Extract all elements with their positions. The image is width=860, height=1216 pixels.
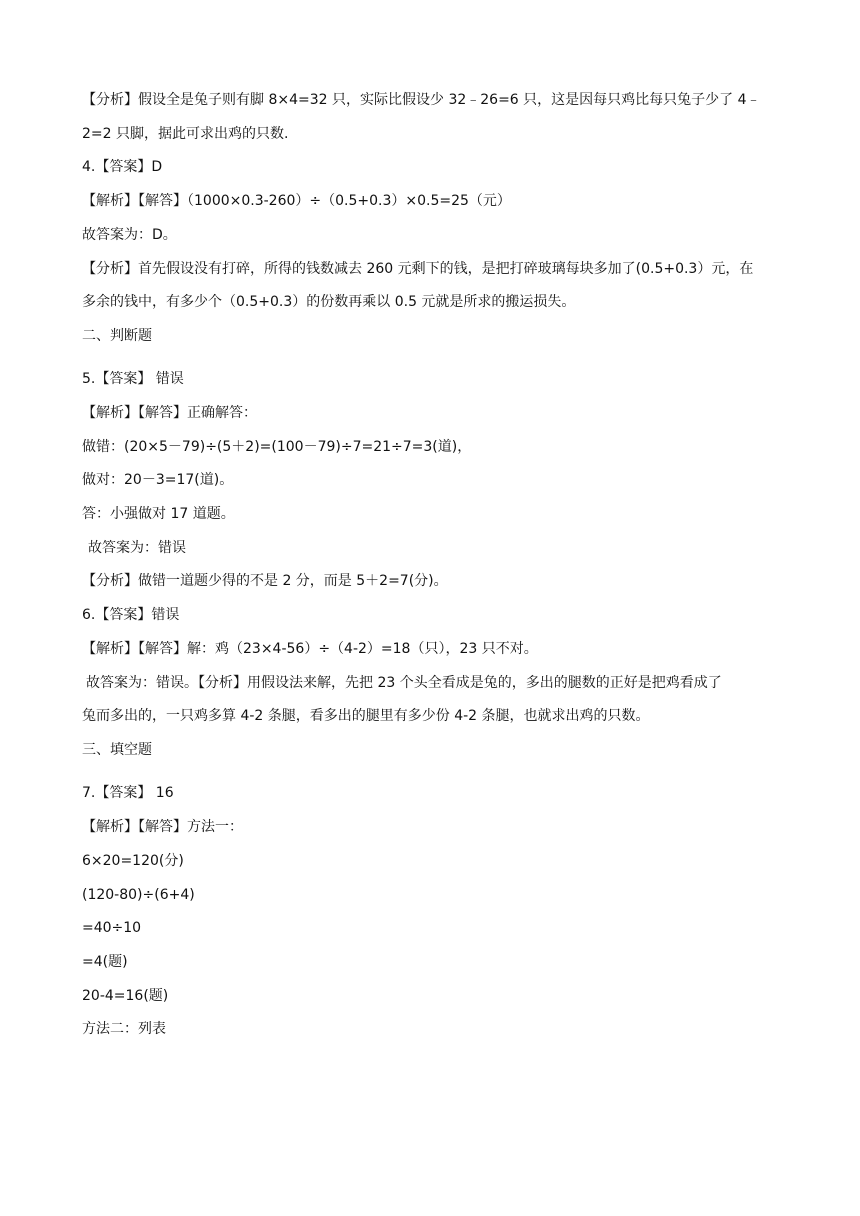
answer-q5: 5.【答案】 错误 [82,371,184,387]
solution-q7-method1: 【解析】【解答】方法一： [82,819,243,835]
analysis-q6-cont: 兔而多出的，一只鸡多算 4-2 条腿，看多出的腿里有多少份 4-2 条腿，也就求出鸡的只数。 [82,708,650,724]
analysis-q3-cont: 2=2 只脚，据此可求出鸡的只数. [82,126,289,142]
solution-q7-step3: =40÷10 [82,920,142,936]
analysis-q3: 【分析】假设全是兔子则有脚 8×4=32 只，实际比假设少 32﹣26=6 只，这是因每只鸡比每只兔子少了 4﹣ [82,92,761,108]
solution-q7-step2: (120-80)÷(6+4) [82,887,195,903]
conclusion-q5: 故答案为：错误 [88,540,186,556]
answer-q6: 6.【答案】错误 [82,607,180,623]
solution-q5-answer: 答：小强做对 17 道题。 [82,506,235,522]
analysis-q4-cont: 多余的钱中，有多少个（0.5+0.3）的份数再乘以 0.5 元就是所求的搬运损失。 [82,294,576,310]
solution-q7-step5: 20-4=16(题) [82,988,169,1004]
solution-q6: 【解析】【解答】解：鸡（23×4-56）÷（4-2）=18（只），23 只不对。 [82,641,538,657]
conclusion-analysis-q6: 故答案为：错误。【分析】用假设法来解，先把 23 个头全看成是兔的，多出的腿数的正好是把鸡看成了 [86,675,722,691]
solution-q5-right: 做对：20－3=17(道)。 [82,472,234,488]
answer-q4: 4.【答案】D [82,159,163,175]
solution-q7-step1: 6×20=120(分) [82,853,184,869]
conclusion-q4: 故答案为：D。 [82,227,177,243]
answer-q7: 7.【答案】 16 [82,785,174,801]
solution-q4: 【解析】【解答】（1000×0.3-260）÷（0.5+0.3）×0.5=25（元） [82,193,511,209]
analysis-q5: 【分析】做错一道题少得的不是 2 分，而是 5＋2=7(分)。 [82,573,448,589]
section-heading-fill: 三、填空题 [82,742,152,758]
analysis-q4: 【分析】首先假设没有打碎，所得的钱数减去 260 元剩下的钱，是把打碎玻璃每块多加了(0.5+0.3）元，在 [82,261,754,277]
solution-q5-intro: 【解析】【解答】正确解答： [82,405,257,421]
section-heading-judgment: 二、判断题 [82,328,152,344]
solution-q7-step4: =4(题) [82,954,128,970]
solution-q5-wrong: 做错：(20×5－79)÷(5＋2)=(100－79)÷7=21÷7=3(道)， [82,439,472,455]
solution-q7-method2: 方法二：列表 [82,1021,166,1037]
